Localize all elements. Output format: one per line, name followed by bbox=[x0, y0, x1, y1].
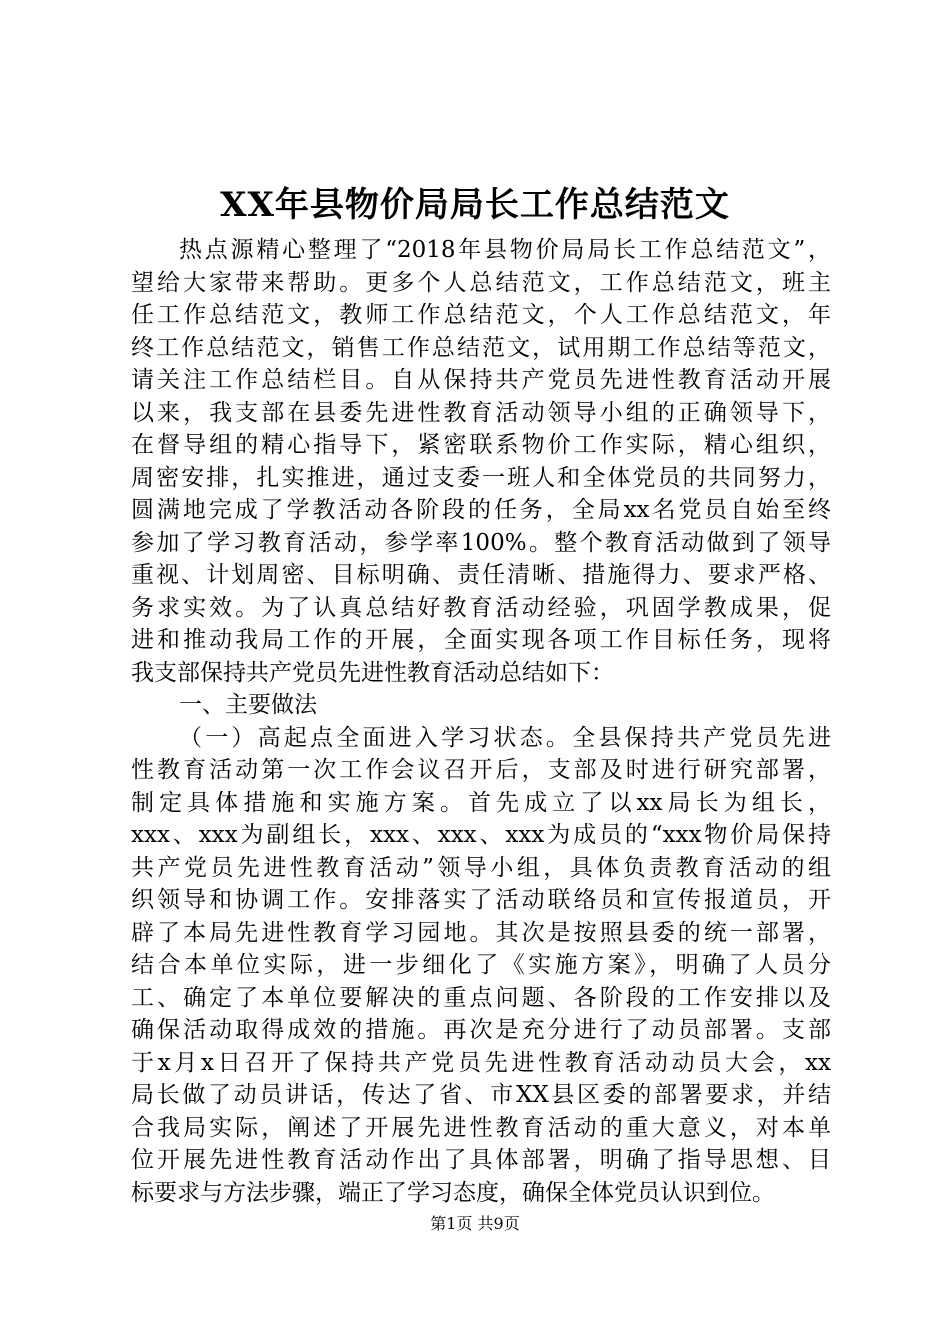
paragraph-line: 结合本单位实际，进一步细化了《实施方案》，明确了人员分 bbox=[131, 952, 831, 978]
paragraph-line: 任工作总结范文，教师工作总结范文，个人工作总结范文，年 bbox=[131, 302, 831, 328]
paragraph-line: 织领导和协调工作。安排落实了活动联络员和宣传报道员，开 bbox=[131, 887, 831, 913]
paragraph-line: 共产党员先进性教育活动”领导小组，具体负责教育活动的组 bbox=[131, 854, 831, 881]
page-footer: 第1页 共9页 bbox=[430, 1214, 520, 1233]
paragraph-line: 务求实效。为了认真总结好教育活动经验，巩固学教成果，促 bbox=[131, 594, 831, 621]
paragraph-line: 参加了学习教育活动，参学率100%。整个教育活动做到了领导 bbox=[131, 529, 831, 556]
paragraph-line: 周密安排，扎实推进，通过支委一班人和全体党员的共同努力， bbox=[131, 464, 831, 491]
paragraph-line: 以来，我支部在县委先进性教育活动领导小组的正确领导下， bbox=[131, 399, 831, 426]
document-body bbox=[131, 234, 831, 1209]
paragraph-line: 辟了本局先进性教育学习园地。其次是按照县委的统一部署， bbox=[131, 919, 831, 946]
document-title: XX年县物价局局长工作总结范文 bbox=[220, 185, 730, 225]
paragraph-line: xxx、xxx为副组长，xxx、xxx、xxx为成员的“xxx物价局保持 bbox=[131, 822, 831, 848]
paragraph-line: 确保活动取得成效的措施。再次是充分进行了动员部署。支部 bbox=[131, 1017, 831, 1043]
paragraph-line: 合我局实际，阐述了开展先进性教育活动的重大意义，对本单 bbox=[131, 1114, 831, 1141]
section-heading: 一、主要做法 bbox=[179, 692, 317, 718]
paragraph-line: 在督导组的精心指导下，紧密联系物价工作实际，精心组织， bbox=[131, 432, 831, 458]
paragraph-line: 圆满地完成了学教活动各阶段的任务，全局xx名党员自始至终 bbox=[131, 497, 831, 523]
paragraph-line: 终工作总结范文，销售工作总结范文，试用期工作总结等范文， bbox=[131, 334, 831, 361]
paragraph-line: 工、确定了本单位要解决的重点问题、各阶段的工作安排以及 bbox=[131, 984, 831, 1011]
paragraph-line: 标要求与方法步骤，端正了学习态度，确保全体党员认识到位。 bbox=[131, 1179, 775, 1206]
paragraph-line: 于x月x日召开了保持共产党员先进性教育活动动员大会，xx bbox=[131, 1049, 831, 1076]
paragraph-line: 望给大家带来帮助。更多个人总结范文，工作总结范文，班主 bbox=[131, 269, 831, 296]
paragraph-line: 制定具体措施和实施方案。首先成立了以xx局长为组长， bbox=[131, 789, 831, 816]
paragraph-line: 进和推动我局工作的开展，全面实现各项工作目标任务，现将 bbox=[131, 627, 831, 653]
paragraph-line: 请关注工作总结栏目。自从保持共产党员先进性教育活动开展 bbox=[131, 367, 831, 393]
paragraph-line: （一）高起点全面进入学习状态。全县保持共产党员先进 bbox=[179, 724, 831, 751]
paragraph-line: 位开展先进性教育活动作出了具体部署，明确了指导思想、目 bbox=[131, 1147, 831, 1173]
paragraph-line: 重视、计划周密、目标明确、责任清晰、措施得力、要求严格、 bbox=[131, 562, 831, 588]
paragraph-line: 热点源精心整理了“2018年县物价局局长工作总结范文”， bbox=[179, 237, 831, 263]
paragraph-line: 局长做了动员讲话，传达了省、市XX县区委的部署要求，并结 bbox=[131, 1082, 831, 1108]
paragraph-line: 我支部保持共产党员先进性教育活动总结如下： bbox=[131, 659, 614, 686]
paragraph-line: 性教育活动第一次工作会议召开后，支部及时进行研究部署， bbox=[131, 757, 831, 783]
